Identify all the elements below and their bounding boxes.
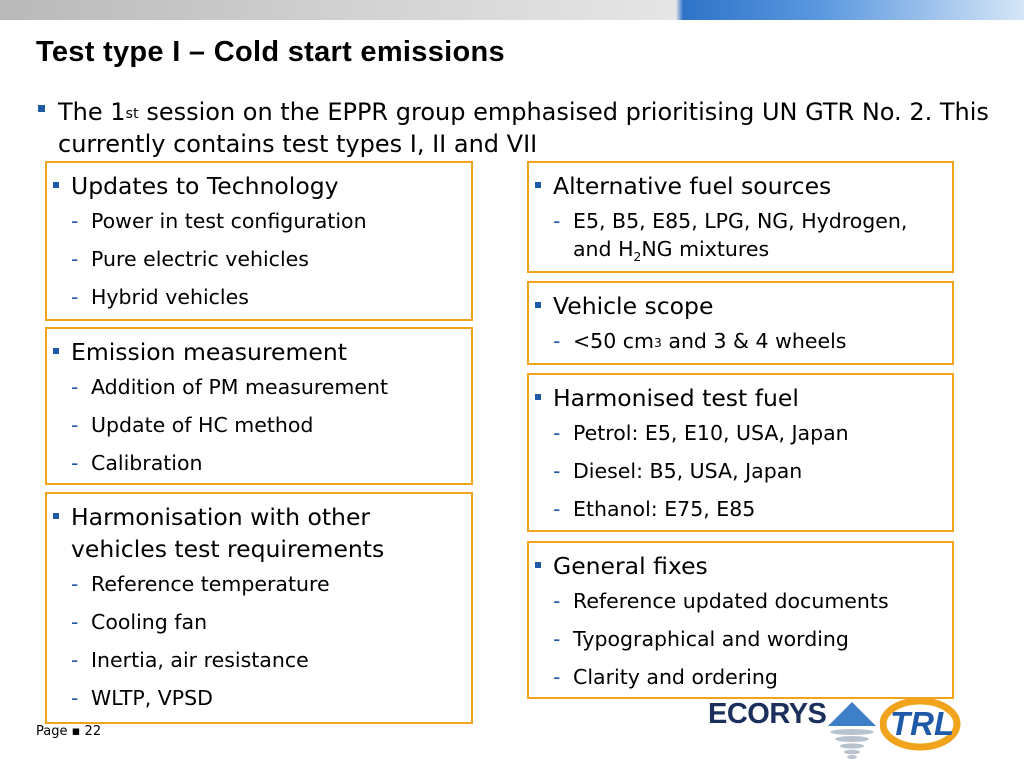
box-harmonisation xyxy=(45,492,473,724)
list-item: - Ethanol: E75, E85 xyxy=(553,497,756,521)
list-item: - Pure electric vehicles xyxy=(71,247,309,271)
bullet-square-icon xyxy=(53,182,59,188)
slide-title: Test type I – Cold start emissions xyxy=(36,36,505,68)
bullet-square-icon xyxy=(535,182,541,188)
box-alternative-fuel xyxy=(527,161,954,273)
box-heading: Updates to Technology xyxy=(53,170,461,202)
intro-text: The 1st session on the EPPR group emphasised prioritising UN GTR No. 2. This currently contains test types I, II and VII xyxy=(58,98,989,158)
bullet-square-icon xyxy=(38,105,45,112)
box-heading: Harmonisation with other vehicles test requirements xyxy=(53,501,461,565)
bullet-square-icon xyxy=(535,302,541,308)
box-heading: Harmonised test fuel xyxy=(535,382,942,414)
top-banner xyxy=(0,0,1024,20)
bullet-square-icon xyxy=(53,348,59,354)
ecorys-logo: ECORYS xyxy=(708,698,827,730)
list-item: - Clarity and ordering xyxy=(553,665,778,689)
list-item: - Calibration xyxy=(71,451,203,475)
list-item: - <50 $cm^3$ and 3 & 4 wheels xyxy=(553,329,847,353)
box-heading: General fixes xyxy=(535,550,942,582)
list-item: - Typographical and wording xyxy=(553,627,849,651)
box-heading: Emission measurement xyxy=(53,336,461,368)
trl-logo-icon xyxy=(880,694,992,754)
box-general-fixes xyxy=(527,541,954,699)
box-harmonised-test-fuel xyxy=(527,373,954,532)
list-item: - Hybrid vehicles xyxy=(71,285,249,309)
bullet-square-icon xyxy=(535,562,541,568)
intro-bullet xyxy=(38,96,998,160)
list-item: - Update of HC method xyxy=(71,413,314,437)
page-number: Page ▪ 22 xyxy=(36,724,102,739)
box-updates-technology xyxy=(45,161,473,321)
list-item: - Petrol: E5, E10, USA, Japan xyxy=(553,421,849,445)
list-item: - Inertia, air resistance xyxy=(71,648,309,672)
svg-text:TRL: TRL xyxy=(890,705,955,742)
bullet-square-icon xyxy=(53,513,59,519)
box-emission-measurement xyxy=(45,327,473,485)
list-item: - E5, B5, E85, LPG, NG, Hydrogen, and $H_2NG$ mixtures xyxy=(553,209,908,264)
box-vehicle-scope xyxy=(527,281,954,365)
list-item: - Cooling fan xyxy=(71,610,208,634)
box-heading: Alternative fuel sources xyxy=(535,170,942,202)
list-item: - Addition of PM measurement xyxy=(71,375,389,399)
list-item: - WLTP, VPSD xyxy=(71,686,213,710)
list-item: - Reference updated documents xyxy=(553,589,889,613)
box-heading: Vehicle scope xyxy=(535,290,942,322)
list-item: - Reference temperature xyxy=(71,572,330,596)
ecorys-triangle-icon xyxy=(826,700,878,764)
list-item: - Power in test configuration xyxy=(71,209,367,233)
list-item: - Diesel: B5, USA, Japan xyxy=(553,459,803,483)
bullet-square-icon xyxy=(535,394,541,400)
